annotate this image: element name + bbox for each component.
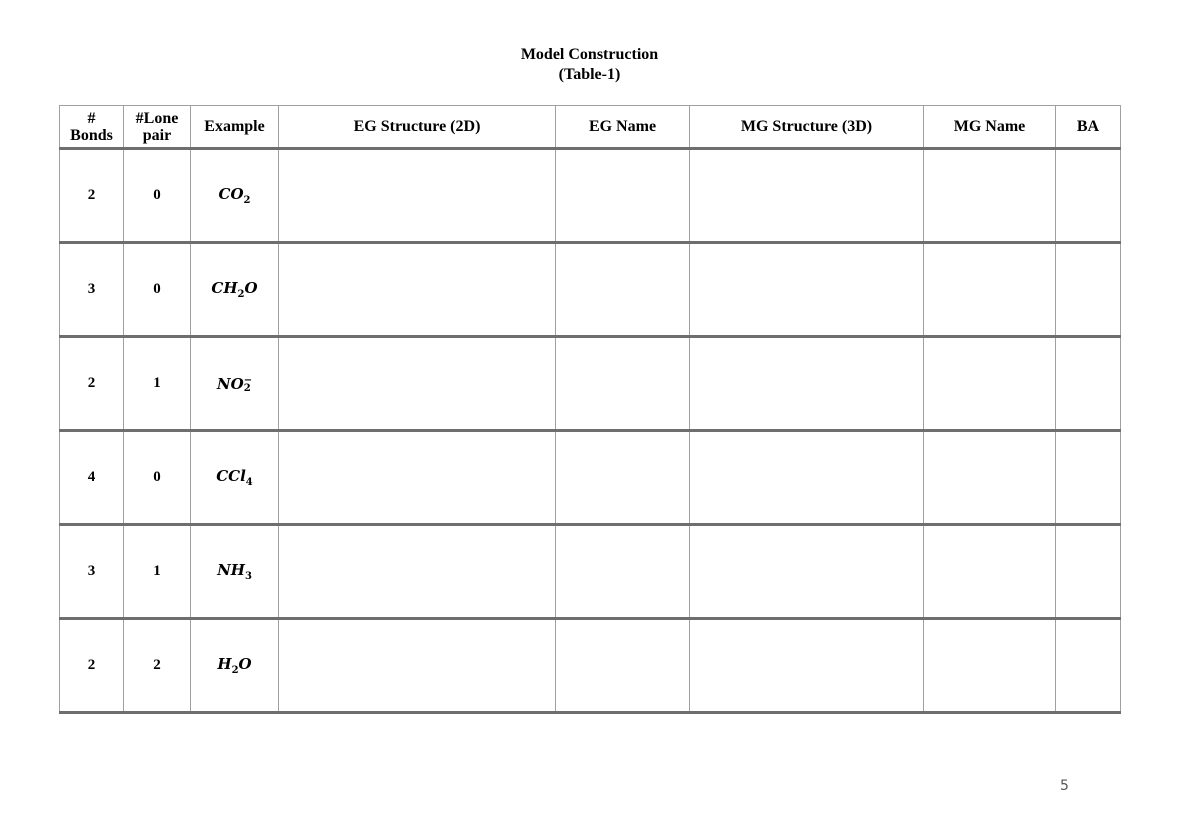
cell-example [191, 431, 279, 525]
header-lone-pair [124, 106, 191, 149]
header-eg-structure: EG Structure (2D) [279, 106, 556, 149]
formula-subscript: 3 [244, 571, 252, 582]
formula-subscript: 2 [231, 665, 239, 676]
cell-ba[interactable] [1056, 337, 1121, 431]
cell-eg-name[interactable] [556, 337, 690, 431]
formula-main: NH [217, 561, 245, 579]
cell-eg-structure[interactable] [279, 619, 556, 713]
table-row [60, 525, 1121, 619]
cell-mg-structure[interactable] [690, 431, 924, 525]
cell-bonds: 4 [60, 431, 124, 525]
cell-bonds: 3 [60, 525, 124, 619]
cell-mg-structure[interactable] [690, 337, 924, 431]
cell-eg-structure[interactable] [279, 525, 556, 619]
header-lone-line1: #Lone [135, 109, 179, 127]
cell-eg-name[interactable] [556, 149, 690, 243]
cell-bonds: 2 [60, 149, 124, 243]
page-title [0, 45, 1179, 85]
cell-mg-name[interactable] [924, 525, 1056, 619]
cell-eg-structure[interactable] [279, 149, 556, 243]
cell-lone-pair: 1 [124, 337, 191, 431]
formula-main: CH [211, 279, 238, 297]
formula-superscript: − [243, 374, 253, 386]
cell-bonds: 3 [60, 243, 124, 337]
header-mg-name: MG Name [924, 106, 1056, 149]
table-row [60, 337, 1121, 431]
cell-lone-pair: 2 [124, 619, 191, 713]
cell-ba[interactable] [1056, 619, 1121, 713]
formula-subscript: 2 [243, 382, 251, 394]
table-row [60, 243, 1121, 337]
header-ba: BA [1056, 106, 1121, 149]
table-row [60, 149, 1121, 243]
cell-eg-structure[interactable] [279, 243, 556, 337]
title-line-2: (Table-1) [558, 66, 621, 83]
cell-mg-structure[interactable] [690, 243, 924, 337]
header-bonds-line2: Bonds [70, 126, 113, 144]
formula-supsub [243, 374, 253, 394]
header-bonds [60, 106, 124, 149]
cell-mg-name[interactable] [924, 149, 1056, 243]
cell-eg-structure[interactable] [279, 431, 556, 525]
cell-mg-structure[interactable] [690, 619, 924, 713]
formula-subscript: 2 [237, 289, 245, 300]
header-mg-structure: MG Structure (3D) [690, 106, 924, 149]
cell-ba[interactable] [1056, 525, 1121, 619]
cell-mg-name[interactable] [924, 619, 1056, 713]
cell-lone-pair: 0 [124, 149, 191, 243]
formula-end: O [238, 655, 252, 673]
formula-main: NO [216, 374, 244, 393]
cell-mg-structure[interactable] [690, 525, 924, 619]
cell-example [191, 619, 279, 713]
cell-lone-pair: 1 [124, 525, 191, 619]
cell-eg-name[interactable] [556, 525, 690, 619]
formula-main: CCl [216, 467, 246, 485]
cell-bonds: 2 [60, 337, 124, 431]
cell-lone-pair: 0 [124, 431, 191, 525]
formula-subscript: 2 [243, 195, 251, 206]
page-number: 5 [1060, 778, 1069, 794]
formula-end: O [244, 279, 258, 297]
cell-example [191, 525, 279, 619]
model-construction-table [59, 105, 1121, 714]
cell-bonds: 2 [60, 619, 124, 713]
cell-eg-name[interactable] [556, 431, 690, 525]
header-bonds-line1: # [87, 109, 96, 127]
cell-ba[interactable] [1056, 243, 1121, 337]
cell-mg-name[interactable] [924, 337, 1056, 431]
cell-eg-structure[interactable] [279, 337, 556, 431]
cell-mg-name[interactable] [924, 431, 1056, 525]
cell-lone-pair: 0 [124, 243, 191, 337]
formula-main: H [217, 655, 232, 673]
cell-eg-name[interactable] [556, 619, 690, 713]
cell-example [191, 337, 279, 431]
cell-example [191, 243, 279, 337]
cell-ba[interactable] [1056, 149, 1121, 243]
header-eg-name: EG Name [556, 106, 690, 149]
table-row [60, 431, 1121, 525]
formula-subscript: 4 [245, 477, 253, 488]
cell-mg-name[interactable] [924, 243, 1056, 337]
table-row [60, 619, 1121, 713]
title-line-1: Model Construction [520, 46, 659, 63]
cell-example [191, 149, 279, 243]
formula-main: CO [218, 185, 244, 203]
header-lone-line2: pair [142, 126, 172, 144]
cell-eg-name[interactable] [556, 243, 690, 337]
header-example: Example [191, 106, 279, 149]
cell-ba[interactable] [1056, 431, 1121, 525]
cell-mg-structure[interactable] [690, 149, 924, 243]
header-row [60, 106, 1121, 149]
